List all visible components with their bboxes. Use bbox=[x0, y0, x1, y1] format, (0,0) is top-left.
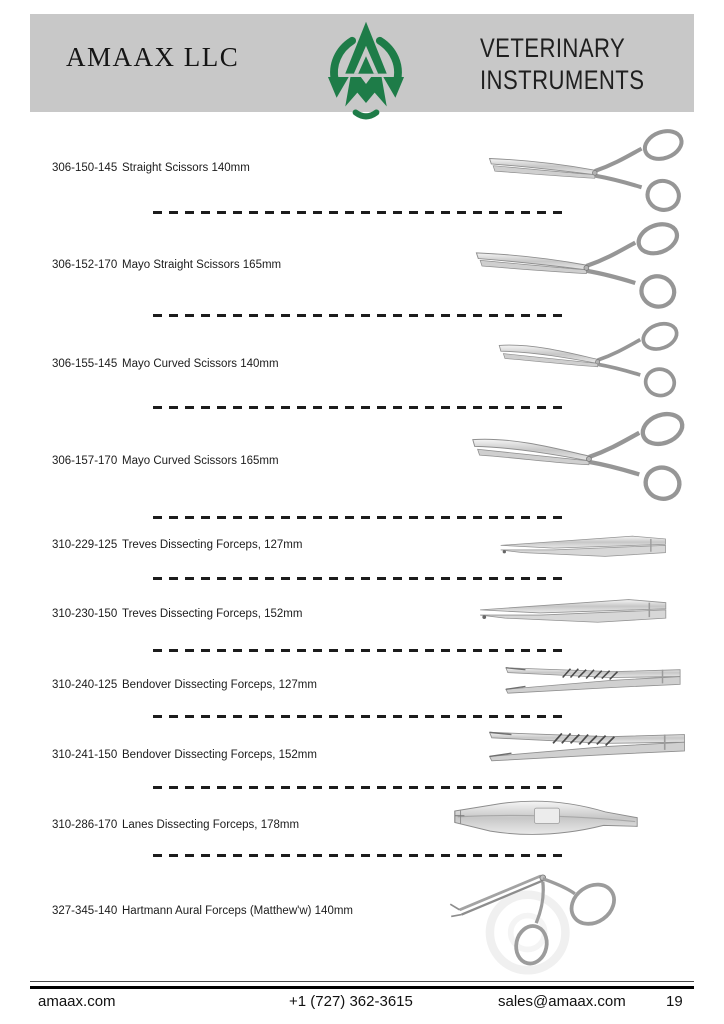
product-code: 306-155-145 bbox=[52, 358, 118, 370]
product-row bbox=[0, 749, 470, 764]
product-code: 310-286-170 bbox=[52, 819, 118, 831]
product-row bbox=[0, 905, 470, 920]
footer-rule-thick bbox=[30, 986, 694, 989]
dashed-separator bbox=[153, 406, 565, 409]
straight-scissors-illustration bbox=[461, 220, 708, 314]
product-name: Treves Dissecting Forceps, 152mm bbox=[122, 608, 303, 620]
product-row bbox=[0, 358, 470, 373]
product-name: Bendover Dissecting Forceps, 127mm bbox=[122, 679, 317, 691]
product-code: 310-240-125 bbox=[52, 679, 118, 691]
footer-rule-thin bbox=[30, 981, 694, 982]
product-code: 310-230-150 bbox=[52, 608, 118, 620]
curved-scissors-illustration bbox=[487, 320, 705, 402]
product-code: 306-150-145 bbox=[52, 162, 118, 174]
product-name: Mayo Straight Scissors 165mm bbox=[122, 259, 282, 271]
dissecting-forceps-illustration bbox=[497, 533, 671, 565]
dashed-separator bbox=[153, 715, 565, 718]
footer-phone: +1 (727) 362-3615 bbox=[289, 993, 413, 1010]
product-code: 306-157-170 bbox=[52, 455, 118, 467]
serrated-forceps-illustration bbox=[500, 659, 686, 700]
dashed-separator bbox=[153, 649, 565, 652]
title-line-2: INSTRUMENTS bbox=[480, 65, 645, 95]
product-code: 310-241-150 bbox=[52, 749, 118, 761]
dashed-separator bbox=[153, 854, 565, 857]
footer-website: amaax.com bbox=[38, 993, 116, 1010]
title-line-1: VETERINARY bbox=[480, 33, 626, 63]
product-name: Mayo Curved Scissors 165mm bbox=[122, 455, 279, 467]
product-name: Straight Scissors 140mm bbox=[122, 162, 250, 174]
wide-forceps-illustration bbox=[450, 794, 642, 851]
straight-scissors-illustration bbox=[480, 127, 706, 217]
product-name: Bendover Dissecting Forceps, 152mm bbox=[122, 749, 317, 761]
page-title bbox=[480, 32, 681, 96]
dashed-separator bbox=[153, 516, 565, 519]
header-bar bbox=[30, 14, 694, 112]
product-name: Mayo Curved Scissors 140mm bbox=[122, 358, 279, 370]
dashed-separator bbox=[153, 314, 565, 317]
product-row bbox=[0, 679, 470, 694]
product-code: 310-229-125 bbox=[52, 539, 118, 551]
product-name: Treves Dissecting Forceps, 127mm bbox=[122, 539, 303, 551]
product-code: 306-152-170 bbox=[52, 259, 118, 271]
dissecting-forceps-illustration bbox=[476, 595, 672, 633]
product-row bbox=[0, 455, 470, 470]
company-name: AMAAX LLC bbox=[66, 42, 240, 72]
product-row bbox=[0, 608, 470, 623]
dashed-separator bbox=[153, 786, 565, 789]
product-row bbox=[0, 259, 470, 274]
product-row bbox=[0, 539, 470, 554]
serrated-forceps-illustration bbox=[483, 723, 691, 768]
dashed-separator bbox=[153, 211, 565, 214]
curved-scissors-illustration bbox=[466, 408, 708, 508]
aural-forceps-illustration bbox=[437, 857, 641, 975]
dashed-separator bbox=[153, 577, 565, 580]
product-name: Lanes Dissecting Forceps, 178mm bbox=[122, 819, 300, 831]
product-row bbox=[0, 162, 470, 177]
product-code: 327-345-140 bbox=[52, 905, 118, 917]
product-row bbox=[0, 819, 470, 834]
company-logo-icon bbox=[322, 20, 410, 122]
page-number: 19 bbox=[666, 993, 683, 1010]
product-name: Hartmann Aural Forceps (Matthew'w) 140mm bbox=[122, 905, 353, 917]
footer-email: sales@amaax.com bbox=[498, 993, 626, 1010]
